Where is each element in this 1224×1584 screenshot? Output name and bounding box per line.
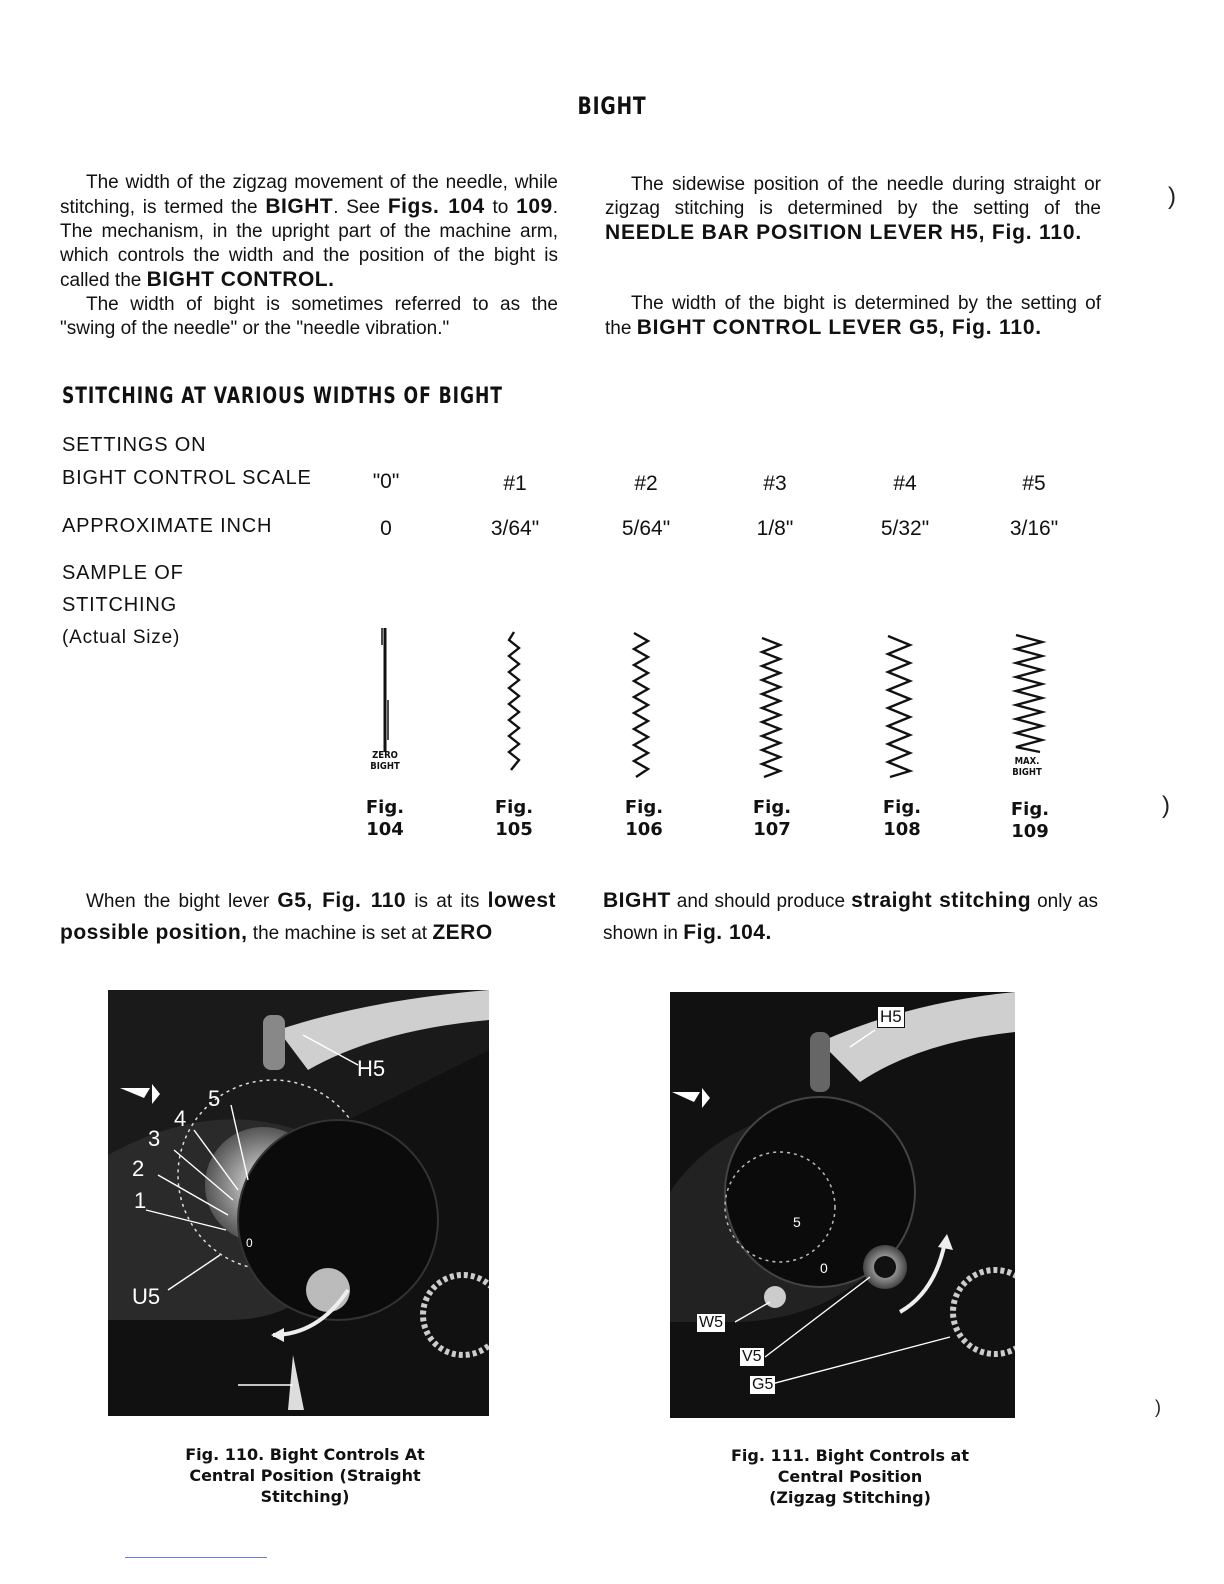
- fig110-label-1: 1: [134, 1188, 147, 1213]
- fig-107-label: Fig. 107: [752, 797, 792, 840]
- fig111-label-w5: W5: [699, 1314, 723, 1331]
- inch-4: 5/32": [880, 517, 930, 540]
- fig-105-label: Fig. 105: [494, 797, 534, 840]
- fig-106-label: Fig. 106: [624, 797, 664, 840]
- fig110-code: E24820: [113, 1397, 158, 1412]
- fig-104-label: Fig. 104: [365, 797, 405, 840]
- inch-0: 0: [380, 517, 392, 540]
- margin-mark-1: ): [1168, 183, 1176, 210]
- margin-mark-2: ): [1162, 792, 1170, 819]
- fig110-caption: Fig. 110. Bight Controls At Central Position (Straight Stitching): [185, 1445, 425, 1506]
- fig110-label-0: 0: [246, 1236, 253, 1250]
- setting-0: "0": [372, 470, 400, 493]
- fig-108-label: Fig. 108: [882, 797, 922, 840]
- stitch-sample-109: [1016, 635, 1042, 752]
- fig111-label-5: 5: [793, 1214, 801, 1230]
- sample-label-1: SAMPLE OF: [62, 562, 184, 584]
- sample-label-3: (Actual Size): [62, 627, 181, 648]
- margin-mark-3: ): [1155, 1397, 1161, 1417]
- setting-2: #2: [634, 472, 658, 495]
- page-title: BIGHT: [577, 92, 647, 120]
- zero-text-left: When the bight lever G5, Fig. 110 is at its lowest possible position, the machine is set at ZERO: [60, 889, 556, 944]
- fig-110-photo: [108, 990, 489, 1416]
- intro-left-p2: The width of bight is sometimes referred to as the "swing of the needle" or the "needle vibration.": [60, 294, 558, 339]
- fig110-label-5: 5: [208, 1086, 221, 1111]
- inch-3: 1/8": [756, 517, 794, 540]
- intro-left-p1: The width of the zigzag movement of the needle, while stitching, is termed the BIGHT. See Figs. 104 to 109. The mechanism, in the upright part of the machine arm, which controls the width and the position of the bight is called the BIGHT CONTROL.: [60, 172, 558, 291]
- fig111-label-h5: H5: [877, 1006, 905, 1028]
- inch-5: 3/16": [1009, 517, 1059, 540]
- zero-bight-note: ZERO BIGHT: [370, 750, 400, 772]
- setting-4: #4: [893, 472, 917, 495]
- settings-label-2: BIGHT CONTROL SCALE: [62, 467, 312, 489]
- fig110-label-u5: U5: [132, 1284, 161, 1309]
- stitch-sample-105: [509, 632, 519, 770]
- stitch-sample-108: [888, 636, 910, 777]
- zero-text-right: BIGHT and should produce straight stitching only as shown in Fig. 104.: [603, 889, 1099, 944]
- fig111-label-0: 0: [820, 1260, 828, 1276]
- fig111-label-g5: G5: [752, 1376, 774, 1393]
- stitch-sample-106: [634, 633, 648, 777]
- setting-3: #3: [763, 472, 787, 495]
- fig110-label-2: 2: [132, 1156, 145, 1181]
- fig-111-illustration: [670, 992, 1015, 1418]
- section-heading: STITCHING AT VARIOUS WIDTHS OF BIGHT: [62, 384, 503, 409]
- fig110-label-3: 3: [148, 1126, 161, 1151]
- setting-5: #5: [1022, 472, 1046, 495]
- max-bight-note: MAX. BIGHT: [1012, 756, 1042, 778]
- intro-right-p2: The width of the bight is determined by the setting of the BIGHT CONTROL LEVER G5, Fig. 110.: [605, 293, 1101, 339]
- setting-1: #1: [503, 472, 527, 495]
- settings-label-1: SETTINGS ON: [62, 434, 207, 456]
- fig110-label-h5: H5: [357, 1056, 386, 1081]
- fig111-label-v5: V5: [742, 1348, 762, 1365]
- bottom-rule: [125, 1557, 267, 1558]
- sample-label-2: STITCHING: [62, 594, 177, 616]
- inch-2: 5/64": [621, 517, 671, 540]
- fig110-label-g5: G5: [194, 1378, 224, 1403]
- inch-1: 3/64": [490, 517, 540, 540]
- inch-label: APPROXIMATE INCH: [62, 515, 273, 537]
- intro-right-p1: The sidewise position of the needle during straight or zigzag stitching is determined by the setting of the NEEDLE BAR POSITION LEVER H5, Fig. 110.: [605, 174, 1101, 244]
- fig-111-photo: [670, 992, 1015, 1418]
- fig111-caption: Fig. 111. Bight Controls at Central Position (Zigzag Stitching): [731, 1446, 969, 1507]
- fig-109-label: Fig. 109: [1010, 799, 1050, 842]
- stitch-sample-107: [762, 638, 780, 777]
- stitch-sample-104: [382, 628, 388, 752]
- fig-110-illustration: [108, 990, 489, 1416]
- fig110-label-4: 4: [174, 1106, 187, 1131]
